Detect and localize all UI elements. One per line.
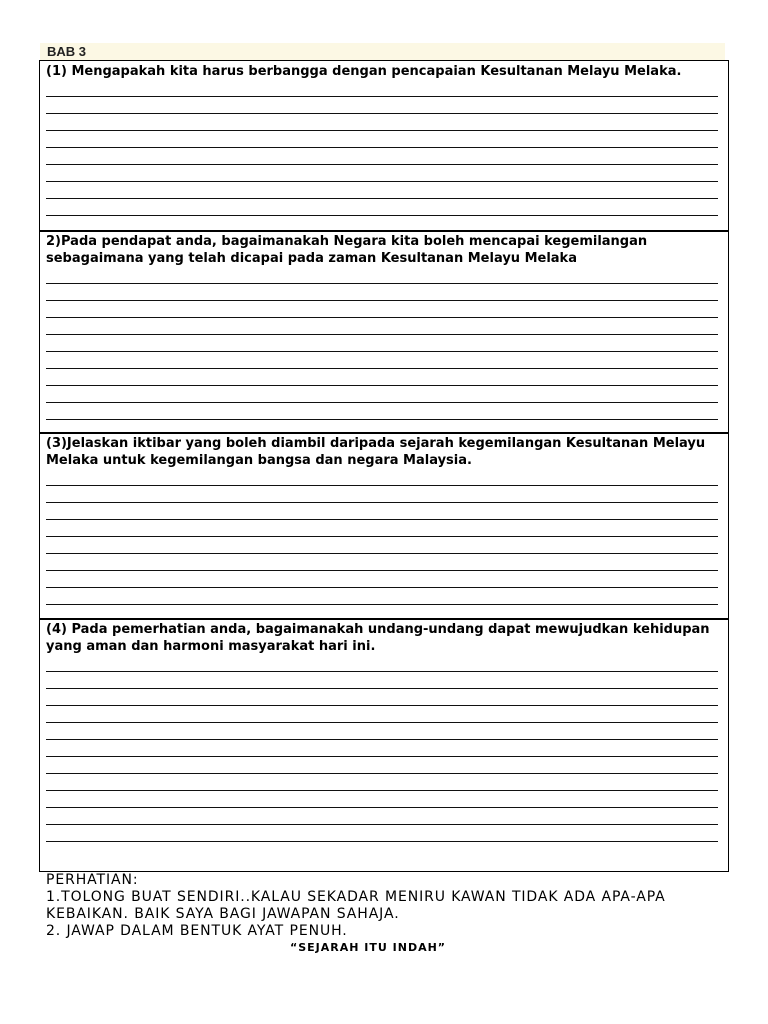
question-box-4 — [39, 618, 729, 872]
answer-lines-2 — [46, 267, 718, 420]
question-box-3 — [39, 432, 729, 620]
answer-line — [46, 80, 718, 97]
question-4-text: (4) Pada pemerhatian anda, bagaimanakah undang-undang dapat mewujudkan kehidupan yang aman dan harmoni masyarakat hari ini. — [46, 622, 710, 654]
answer-line — [46, 503, 718, 520]
answer-lines-3 — [46, 469, 718, 605]
answer-lines-4 — [46, 655, 718, 842]
answer-line — [46, 284, 718, 301]
answer-line — [46, 131, 718, 148]
answer-line — [46, 740, 718, 757]
answer-line — [46, 655, 718, 672]
answer-line — [46, 165, 718, 182]
question-1-text: (1) Mengapakah kita harus berbangga dengan pencapaian Kesultanan Melayu Melaka. — [46, 64, 682, 79]
answer-line — [46, 318, 718, 335]
question-3-text: (3)Jelaskan iktibar yang boleh diambil daripada sejarah kegemilangan Kesultanan Melayu Melaka untuk kegemilangan bangsa dan negara Malaysia. — [46, 436, 706, 468]
notice-title: PERHATIAN: — [46, 872, 139, 888]
answer-line — [46, 757, 718, 774]
answer-line — [46, 537, 718, 554]
answer-line — [46, 386, 718, 403]
chapter-label: BAB 3 — [47, 44, 87, 59]
notice-line-2: 2. JAWAP DALAM BENTUK AYAT PENUH. — [46, 923, 348, 939]
answer-line — [46, 199, 718, 216]
motto-text: “SEJARAH ITU INDAH” — [290, 941, 447, 954]
question-box-2 — [39, 230, 729, 434]
notice-line-1: 1.TOLONG BUAT SENDIRI..KALAU SEKADAR MENIRU KAWAN TIDAK ADA APA-APA KEBAIKAN. BAIK SAYA BAGI JAWAPAN SAHAJA. — [46, 889, 672, 922]
answer-line — [46, 148, 718, 165]
answer-line — [46, 469, 718, 486]
answer-line — [46, 486, 718, 503]
answer-line — [46, 672, 718, 689]
answer-line — [46, 369, 718, 386]
answer-line — [46, 571, 718, 588]
answer-line — [46, 403, 718, 420]
answer-line — [46, 352, 718, 369]
answer-line — [46, 723, 718, 740]
answer-line — [46, 335, 718, 352]
answer-line — [46, 825, 718, 842]
answer-line — [46, 689, 718, 706]
answer-line — [46, 97, 718, 114]
question-box-1 — [39, 60, 729, 232]
answer-line — [46, 791, 718, 808]
answer-lines-1 — [46, 80, 718, 216]
answer-line — [46, 114, 718, 131]
answer-line — [46, 706, 718, 723]
answer-line — [46, 588, 718, 605]
answer-line — [46, 774, 718, 791]
answer-line — [46, 520, 718, 537]
notice-block — [46, 872, 726, 940]
answer-line — [46, 554, 718, 571]
answer-line — [46, 301, 718, 318]
chapter-header-bar — [40, 43, 725, 60]
answer-line — [46, 182, 718, 199]
answer-line — [46, 267, 718, 284]
answer-line — [46, 808, 718, 825]
question-2-text: 2)Pada pendapat anda, bagaimanakah Negara kita boleh mencapai kegemilangan sebagaimana yang telah dicapai pada zaman Kesultanan Melayu Melaka — [46, 234, 648, 266]
